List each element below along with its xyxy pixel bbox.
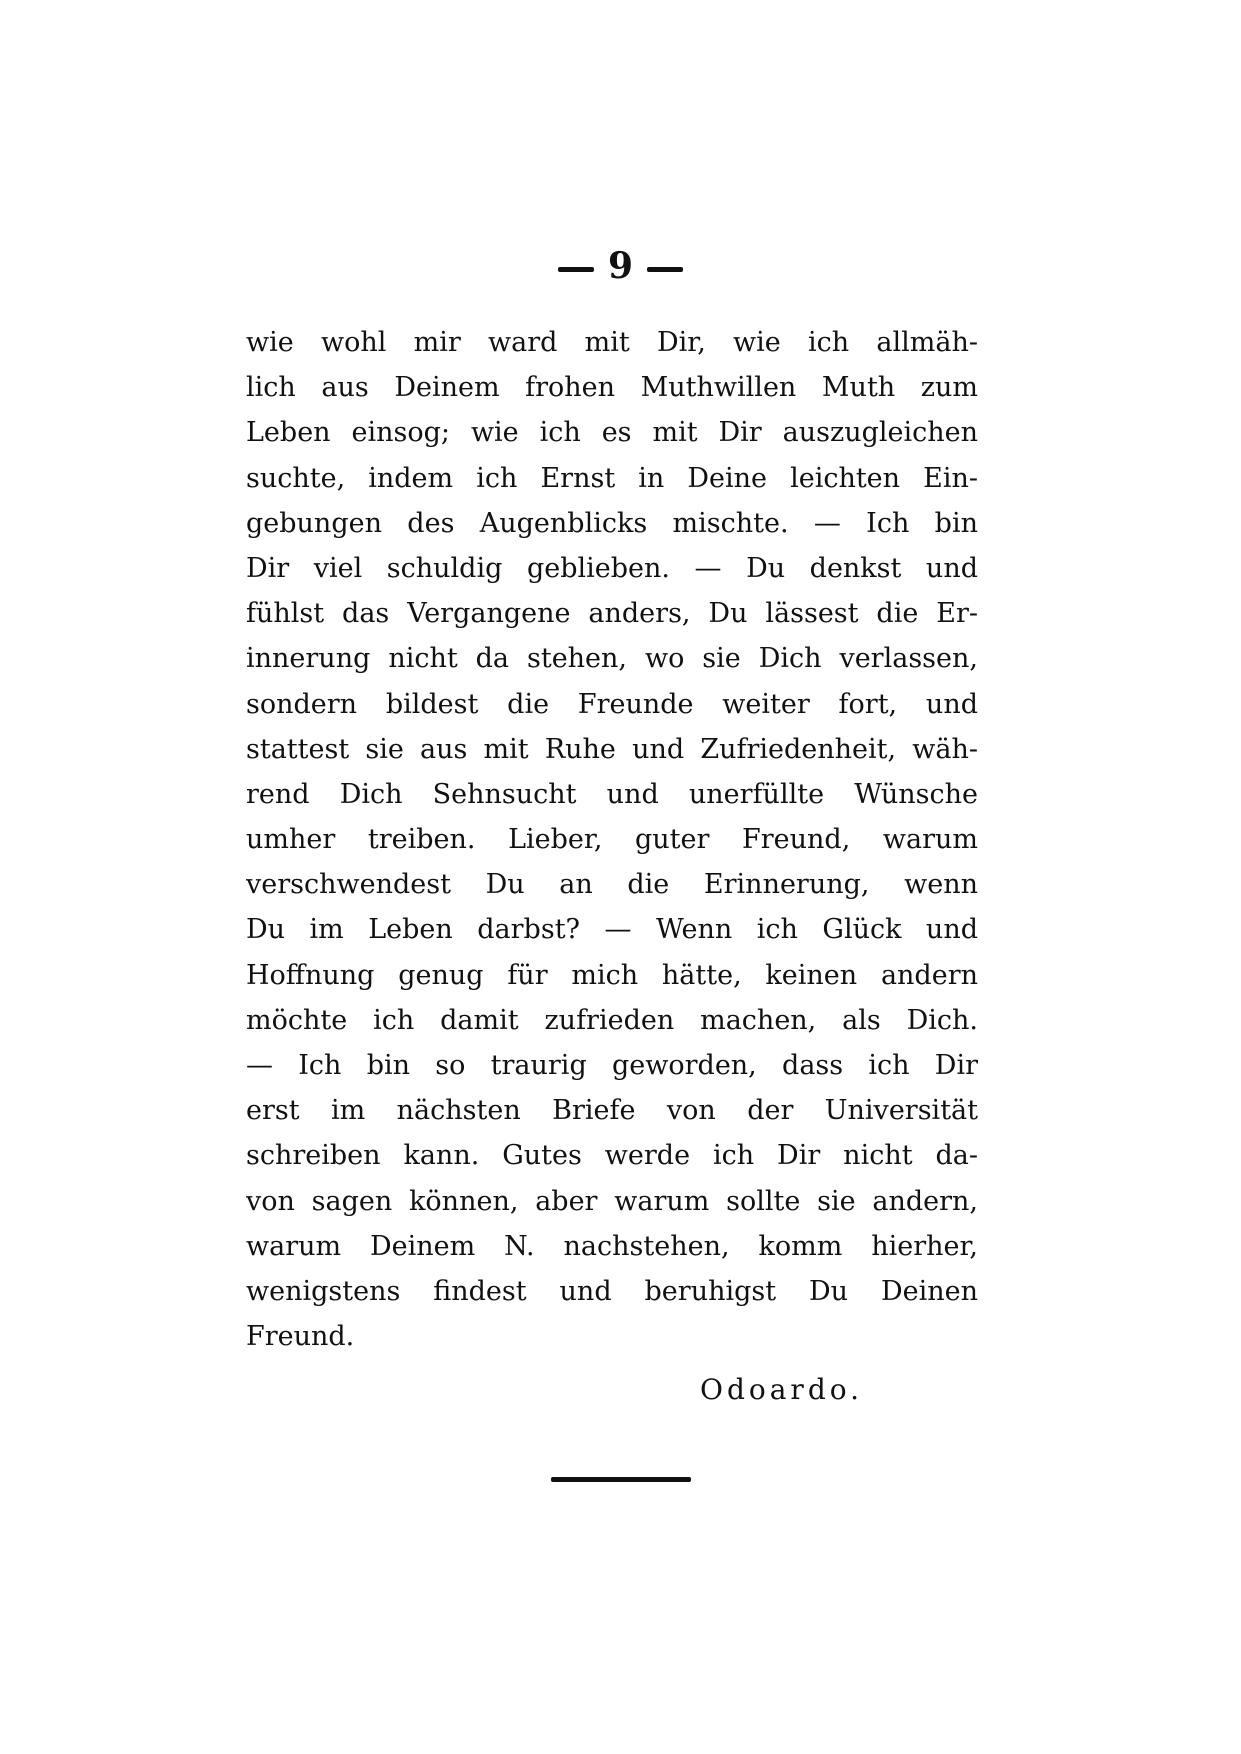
text-line: Hoffnung genug für mich hätte, keinen andern	[246, 959, 978, 991]
page-number: 9	[607, 245, 634, 287]
text-line: Du im Leben darbst? — Wenn ich Glück und	[246, 914, 978, 946]
text-line: umher treiben. Lieber, guter Freund, warum	[246, 824, 978, 856]
text-line: schreiben kann. Gutes werde ich Dir nicht da-	[246, 1140, 978, 1172]
text-line: gebungen des Augenblicks mischte. — Ich bin	[246, 507, 978, 539]
text-line: Freund.	[246, 1321, 355, 1353]
text-line: fühlst das Vergangene anders, Du lässest die Er-	[246, 598, 978, 630]
text-line: — Ich bin so traurig geworden, dass ich Dir	[246, 1050, 978, 1081]
text-line: sondern bildest die Freunde weiter fort, und	[246, 688, 978, 720]
ornament-dash-right	[647, 267, 683, 272]
text-line: lich aus Deinem frohen Muthwillen Muth zum	[246, 372, 978, 404]
text-line: verschwendest Du an die Erinnerung, wenn	[246, 869, 978, 901]
text-line: suchte, indem ich Ernst in Deine leichten Ein-	[246, 462, 978, 494]
ornament-dash-left	[558, 267, 594, 272]
text-line: stattest sie aus mit Ruhe und Zufriedenheit, wäh-	[246, 733, 978, 765]
signature: Odoardo.	[700, 1373, 864, 1406]
text-line: wie wohl mir ward mit Dir, wie ich allmäh-	[246, 327, 978, 358]
text-line: erst im nächsten Briefe von der Universität	[246, 1095, 978, 1127]
text-line: von sagen können, aber warum sollte sie andern,	[246, 1185, 978, 1217]
text-line: rend Dich Sehnsucht und unerfüllte Wünsche	[246, 778, 978, 810]
letter-body	[246, 320, 978, 1359]
text-line: innerung nicht da stehen, wo sie Dich verlassen,	[246, 643, 978, 675]
text-line: möchte ich damit zufrieden machen, als Dich.	[246, 1004, 978, 1036]
text-line: warum Deinem N. nachstehen, komm hierher,	[246, 1230, 978, 1262]
text-line: wenigstens findest und beruhigst Du Deinen	[246, 1275, 978, 1307]
end-rule	[551, 1477, 691, 1482]
text-line: Leben einsog; wie ich es mit Dir auszugleichen	[246, 417, 978, 449]
text-line: Dir viel schuldig geblieben. — Du denkst und	[246, 552, 978, 584]
page-header	[0, 246, 1241, 286]
